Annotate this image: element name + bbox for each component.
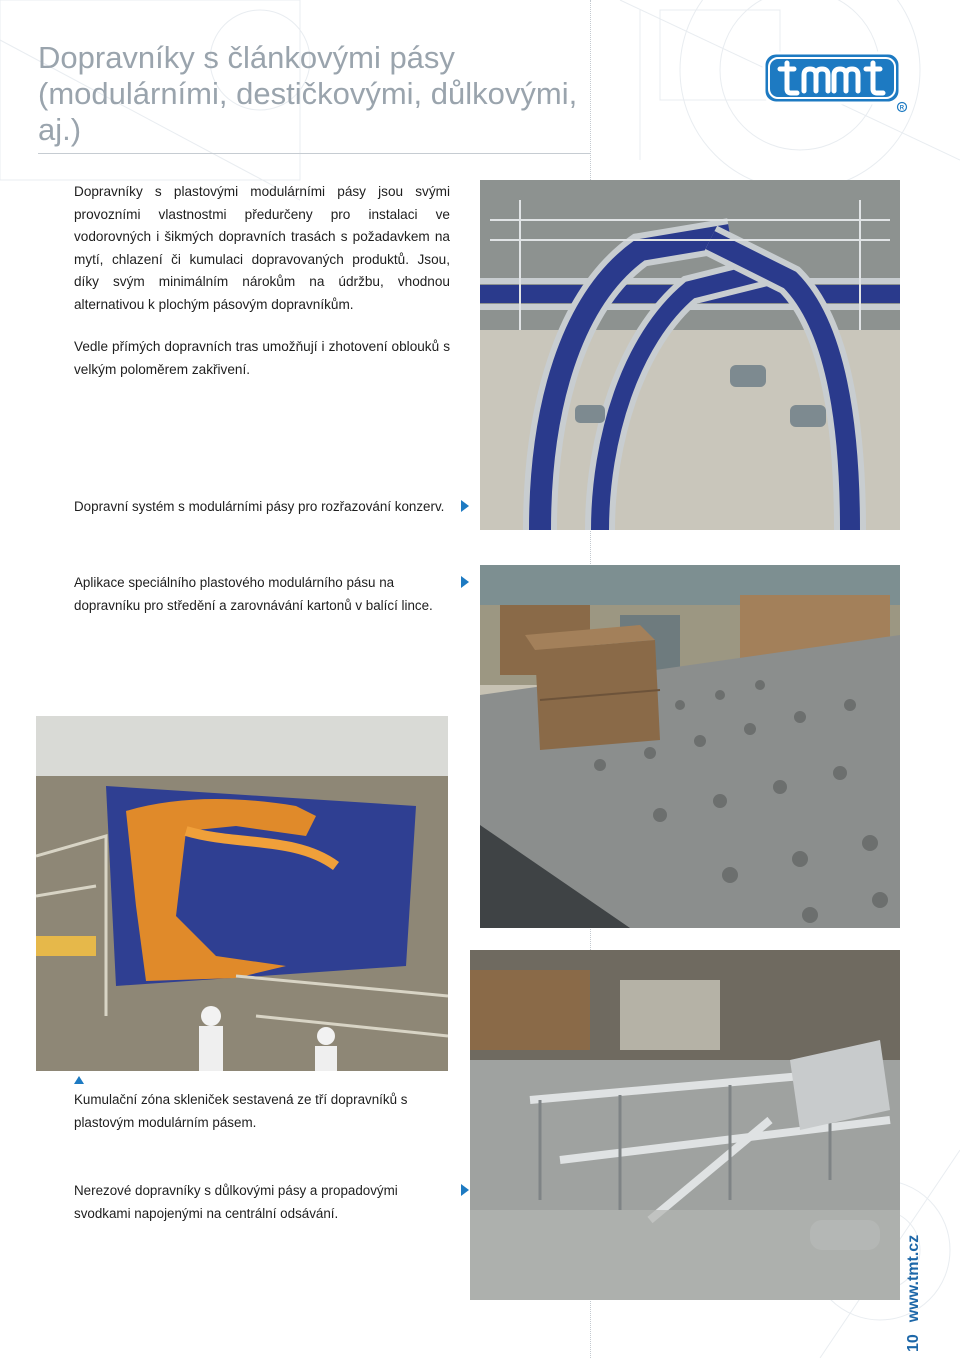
photo-stainless-conveyors: [470, 950, 900, 1300]
photo-carton-conveyor: [480, 565, 900, 928]
caption-stainless-conveyors: Nerezové dopravníky s důlkovými pásy a propadovými svodkami napojenými na centrální odsávání.: [74, 1183, 398, 1221]
caption-carton-centering: Aplikace speciálního plastového modulárního pásu na dopravníku pro středění a zarovnávání kartonů v balící lince.: [74, 575, 433, 613]
website-link[interactable]: www.tmt.cz: [905, 1234, 922, 1323]
title-rule: [38, 153, 590, 154]
intro-paragraph: Dopravníky s plastovými modulárními pásy jsou svými provozními vlastnostmi předurčeny pro instalaci ve vodorovných i šikmých dopravních trasách s požadavkem na mytí, chlazení či kumulaci dopravovaných produktů. Jsou, díky svým minimálním nárokům na údržbu, vhodnou alternativou k plochým pásovým dopravníkům.: [74, 184, 450, 312]
caption-jar-accumulation: Kumulační zóna skleniček sestavená ze tří dopravníků s plastovým modulárním pásem.: [74, 1092, 408, 1130]
page-title: Dopravníky s článkovými pásy (modulárními, destičkovými, důlkovými, aj.): [38, 40, 578, 147]
svg-text:R: R: [899, 105, 905, 112]
curves-paragraph: Vedle přímých dopravních tras umožňují i zhotovení oblouků s velkým poloměrem zakřivení.: [74, 339, 450, 377]
tmt-logo: [762, 51, 908, 113]
caption-arrow-right-icon: [461, 500, 469, 512]
page-number: 10: [905, 1334, 922, 1352]
photo-jar-accumulation: [36, 716, 448, 1071]
photo-curved-conveyors: [480, 180, 900, 530]
caption-conveyor-sorting: Dopravní systém s modulárními pásy pro rozřazování konzerv.: [74, 499, 445, 514]
caption-arrow-right-icon: [461, 576, 469, 588]
page-footer: [905, 1152, 933, 1352]
caption-arrow-up-icon: [74, 1076, 84, 1084]
caption-arrow-right-icon: [461, 1184, 469, 1196]
